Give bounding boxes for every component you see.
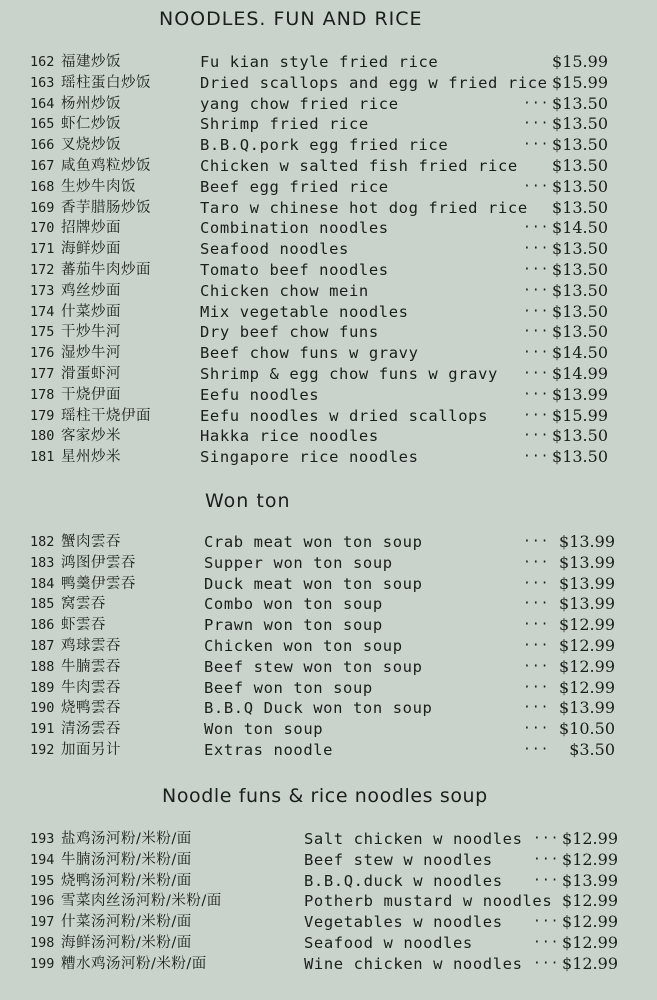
item-price: $15.99: [552, 52, 608, 71]
item-price: $10.50: [559, 719, 615, 739]
item-number: 177: [30, 365, 55, 382]
menu-item: [0, 447, 657, 468]
item-english-name: Fu kian style fried rice: [200, 53, 439, 71]
item-number: 193: [30, 831, 55, 847]
item-chinese-name: 福建炒饭: [61, 54, 121, 70]
item-price: $12.99: [559, 635, 615, 655]
item-number: 183: [30, 554, 55, 571]
item-english-name: Hakka rice noodles: [200, 427, 379, 446]
item-english-name: Seafood noodles: [200, 240, 349, 259]
leader-dots: ···: [533, 831, 560, 846]
menu-item: [0, 73, 657, 94]
item-english-name: Combo won ton soup: [204, 595, 383, 614]
menu-item: [0, 954, 657, 975]
leader-dots: ···: [523, 428, 550, 444]
item-price: $12.99: [559, 656, 615, 676]
item-chinese-name: 鸡丝炒面: [61, 282, 121, 299]
leader-dots: ···: [533, 934, 560, 950]
menu-item: [0, 385, 657, 406]
menu-item: [0, 850, 657, 871]
leader-dots: ···: [533, 851, 560, 867]
item-chinese-name: 香芋腊肠炒饭: [61, 199, 151, 216]
item-chinese-name: 招牌炒面: [61, 220, 121, 237]
item-chinese-name: 牛腩雲吞: [61, 658, 121, 675]
leader-dots: ···: [533, 914, 560, 930]
item-chinese-name: 杨州炒饭: [61, 95, 121, 112]
item-price: $3.50: [569, 739, 615, 759]
item-price: $13.50: [552, 447, 608, 467]
item-number: 194: [30, 851, 55, 868]
item-price: $14.50: [552, 218, 608, 238]
item-chinese-name: 烧鸭汤河粉/米粉/面: [61, 872, 192, 889]
item-chinese-name: 海鲜炒面: [61, 241, 121, 258]
menu-item: [0, 322, 657, 343]
item-price: $15.99: [552, 405, 608, 425]
leader-dots: ···: [523, 241, 550, 257]
item-english-name: Seafood w noodles: [304, 933, 473, 952]
menu-item: [0, 698, 657, 719]
menu-item: [0, 281, 657, 302]
menu-item: [0, 891, 657, 912]
leader-dots: ···: [523, 741, 550, 757]
item-number: 184: [30, 575, 55, 592]
item-number: 172: [30, 261, 55, 278]
leader-dots: ···: [523, 345, 550, 361]
item-price: $15.99: [552, 72, 608, 92]
item-chinese-name: 鸭羹伊雲吞: [61, 575, 136, 592]
item-number: 186: [30, 617, 55, 634]
item-number: 182: [30, 534, 55, 550]
noodle-soup-list: [0, 829, 657, 975]
item-price: $13.50: [552, 155, 608, 175]
item-number: 190: [30, 700, 55, 717]
item-chinese-name: 咸鱼鸡粒炒饭: [61, 157, 151, 174]
item-number: 179: [30, 407, 55, 424]
item-chinese-name: 鸡球雲吞: [61, 637, 121, 654]
item-english-name: Shrimp fried rice: [200, 115, 369, 134]
menu-item: [0, 615, 657, 636]
leader-dots: ···: [523, 324, 550, 340]
menu-item: [0, 156, 657, 177]
menu-item: [0, 135, 657, 156]
item-chinese-name: 加面另计: [61, 741, 121, 758]
item-price: $14.50: [552, 343, 608, 363]
item-price: $12.99: [562, 912, 618, 932]
menu-item: [0, 678, 657, 699]
item-number: 170: [30, 220, 55, 237]
item-number: 166: [30, 137, 55, 154]
menu-item: [0, 532, 657, 553]
item-chinese-name: 海鲜汤河粉/米粉/面: [61, 934, 192, 951]
leader-dots: ···: [523, 116, 550, 132]
leader-dots: ···: [523, 386, 550, 402]
item-english-name: Dry beef chow funs: [200, 323, 379, 342]
leader-dots: ···: [523, 449, 550, 465]
item-chinese-name: 牛腩汤河粉/米粉/面: [61, 851, 192, 868]
menu-item: [0, 912, 657, 933]
item-price: $12.99: [562, 849, 618, 869]
item-chinese-name: 清汤雲吞: [61, 721, 121, 738]
item-price: $13.50: [552, 259, 608, 279]
menu-item: [0, 740, 657, 761]
item-english-name: B.B.Q.duck w noodles: [304, 871, 503, 890]
item-number: 162: [30, 54, 55, 70]
leader-dots: ···: [523, 637, 550, 653]
item-chinese-name: 糟水鸡汤河粉/米粉/面: [61, 955, 207, 972]
item-english-name: Dried scallops and egg w fried rice: [200, 73, 548, 92]
menu-item: [0, 933, 657, 954]
leader-dots: ···: [523, 679, 550, 695]
item-price: $13.99: [559, 573, 615, 593]
menu-item: [0, 719, 657, 740]
menu-item: [0, 218, 657, 239]
leader-dots: ···: [523, 220, 550, 236]
item-number: 163: [30, 74, 55, 91]
menu-item: [0, 553, 657, 574]
item-price: $12.99: [562, 953, 618, 973]
item-chinese-name: 蟹肉雲吞: [61, 534, 121, 550]
item-number: 164: [30, 95, 55, 112]
item-english-name: Beef stew won ton soup: [204, 657, 423, 676]
item-chinese-name: 什菜炒面: [61, 303, 121, 320]
item-chinese-name: 虾仁炒饭: [61, 116, 121, 133]
menu-item: [0, 426, 657, 447]
leader-dots: ···: [533, 872, 560, 888]
item-number: 197: [30, 914, 55, 931]
item-number: 191: [30, 721, 55, 738]
item-english-name: Vegetables w noodles: [304, 913, 503, 932]
item-chinese-name: 生炒牛肉饭: [61, 178, 136, 195]
item-english-name: Shrimp & egg chow funs w gravy: [200, 364, 498, 383]
item-english-name: Mix vegetable noodles: [200, 302, 409, 321]
menu-item: [0, 574, 657, 595]
item-price: $12.99: [559, 615, 615, 635]
item-english-name: yang chow fried rice: [200, 94, 399, 113]
menu-item: [0, 177, 657, 198]
leader-dots: ···: [523, 365, 550, 381]
item-english-name: Salt chicken w noodles: [304, 830, 523, 848]
menu-item: [0, 302, 657, 323]
item-chinese-name: 烧鸭雲吞: [61, 700, 121, 717]
noodles-fun-rice-list: [0, 52, 657, 468]
item-price: $13.50: [552, 301, 608, 321]
item-chinese-name: 鸿图伊雲吞: [61, 554, 136, 571]
item-english-name: Beef egg fried rice: [200, 177, 389, 196]
menu-item: [0, 657, 657, 678]
leader-dots: ···: [523, 554, 550, 570]
menu-item: [0, 406, 657, 427]
item-english-name: Eefu noodles: [200, 385, 320, 404]
item-price: $13.50: [552, 93, 608, 113]
item-english-name: Crab meat won ton soup: [204, 533, 423, 551]
item-price: $13.99: [559, 594, 615, 614]
item-chinese-name: 叉烧炒饭: [61, 137, 121, 154]
item-english-name: B.B.Q.pork egg fried rice: [200, 136, 449, 155]
item-english-name: Won ton soup: [204, 720, 324, 739]
menu-item: [0, 594, 657, 615]
section-title-noodles-fun-rice: NOODLES. FUN AND RICE: [159, 8, 423, 30]
item-chinese-name: 虾雲吞: [61, 617, 106, 634]
item-price: $13.50: [552, 176, 608, 196]
item-number: 169: [30, 199, 55, 216]
item-price: $12.99: [562, 932, 618, 952]
menu-item: [0, 114, 657, 135]
item-chinese-name: 滑蛋虾河: [61, 365, 121, 382]
item-price: $13.99: [559, 698, 615, 718]
item-price: $13.50: [552, 239, 608, 259]
item-english-name: Duck meat won ton soup: [204, 574, 423, 593]
item-number: 171: [30, 241, 55, 258]
item-number: 173: [30, 282, 55, 299]
item-price: $14.99: [552, 363, 608, 383]
item-number: 167: [30, 157, 55, 174]
item-english-name: Prawn won ton soup: [204, 616, 383, 635]
item-price: $13.99: [559, 552, 615, 572]
item-number: 187: [30, 637, 55, 654]
section-title-won-ton: Won ton: [205, 490, 291, 512]
item-english-name: Potherb mustard w noodles: [304, 892, 553, 911]
item-english-name: Chicken w salted fish fried rice: [200, 156, 518, 175]
section-title-noodle-soup: Noodle funs & rice noodles soup: [162, 785, 488, 807]
item-english-name: B.B.Q Duck won ton soup: [204, 699, 433, 718]
menu-item: [0, 636, 657, 657]
item-chinese-name: 干炒牛河: [61, 324, 121, 341]
item-english-name: Taro w chinese hot dog fried rice: [200, 198, 528, 217]
menu-item: [0, 52, 657, 73]
item-number: 178: [30, 386, 55, 403]
item-chinese-name: 盐鸡汤河粉/米粉/面: [61, 831, 192, 847]
leader-dots: ···: [523, 721, 550, 737]
item-number: 181: [30, 449, 55, 466]
menu-item: [0, 198, 657, 219]
leader-dots: ···: [523, 617, 550, 633]
menu-item: [0, 343, 657, 364]
item-number: 168: [30, 178, 55, 195]
item-price: $13.99: [562, 870, 618, 890]
item-price: $12.99: [562, 829, 618, 848]
item-english-name: Supper won ton soup: [204, 553, 393, 572]
leader-dots: ···: [523, 407, 550, 423]
leader-dots: ···: [523, 658, 550, 674]
leader-dots: ···: [523, 534, 550, 549]
item-chinese-name: 牛肉雲吞: [61, 679, 121, 696]
leader-dots: ···: [523, 261, 550, 277]
menu-item: [0, 829, 657, 850]
item-price: $13.50: [552, 114, 608, 134]
item-chinese-name: 瑶柱干烧伊面: [61, 407, 151, 424]
item-chinese-name: 星州炒米: [61, 449, 121, 466]
item-number: 188: [30, 658, 55, 675]
item-number: 165: [30, 116, 55, 133]
item-english-name: Beef stew w noodles: [304, 850, 493, 869]
item-english-name: Beef chow funs w gravy: [200, 344, 419, 363]
item-english-name: Tomato beef noodles: [200, 260, 389, 279]
item-number: 195: [30, 872, 55, 889]
item-number: 176: [30, 345, 55, 362]
item-english-name: Eefu noodles w dried scallops: [200, 406, 489, 425]
item-chinese-name: 窝雲吞: [61, 596, 106, 613]
menu-item: [0, 94, 657, 115]
leader-dots: ···: [533, 955, 560, 971]
item-chinese-name: 蕃茄牛肉炒面: [61, 261, 151, 278]
item-price: $13.50: [552, 197, 608, 217]
item-price: $12.99: [559, 677, 615, 697]
leader-dots: ···: [523, 95, 550, 111]
item-price: $13.99: [552, 384, 608, 404]
item-chinese-name: 瑶柱蛋白炒饭: [61, 74, 151, 91]
item-english-name: Chicken won ton soup: [204, 636, 403, 655]
item-chinese-name: 客家炒米: [61, 428, 121, 445]
leader-dots: ···: [523, 575, 550, 591]
item-price: $13.50: [552, 280, 608, 300]
item-number: 174: [30, 303, 55, 320]
item-number: 198: [30, 934, 55, 951]
menu-item: [0, 260, 657, 281]
item-price: $13.50: [552, 135, 608, 155]
leader-dots: ···: [523, 303, 550, 319]
item-number: 185: [30, 596, 55, 613]
item-english-name: Wine chicken w noodles: [304, 954, 523, 973]
leader-dots: ···: [523, 596, 550, 612]
menu-item: [0, 239, 657, 260]
item-number: 175: [30, 324, 55, 341]
item-english-name: Beef won ton soup: [204, 678, 373, 697]
item-english-name: Singapore rice noodles: [200, 448, 419, 467]
item-number: 189: [30, 679, 55, 696]
leader-dots: ···: [523, 700, 550, 716]
item-price: $12.99: [562, 891, 618, 911]
item-english-name: Chicken chow mein: [200, 281, 369, 300]
leader-dots: ···: [523, 178, 550, 194]
menu-item: [0, 364, 657, 385]
menu-item: [0, 871, 657, 892]
item-number: 199: [30, 955, 55, 972]
item-english-name: Combination noodles: [200, 219, 389, 238]
leader-dots: ···: [523, 282, 550, 298]
leader-dots: ···: [523, 137, 550, 153]
item-english-name: Extras noodle: [204, 740, 334, 759]
item-chinese-name: 什菜汤河粉/米粉/面: [61, 914, 192, 931]
item-number: 192: [30, 741, 55, 758]
item-price: $13.50: [552, 322, 608, 342]
item-number: 180: [30, 428, 55, 445]
item-chinese-name: 雪菜肉丝汤河粉/米粉/面: [61, 893, 222, 910]
won-ton-list: [0, 532, 657, 761]
item-price: $13.50: [552, 426, 608, 446]
item-chinese-name: 湿炒牛河: [61, 345, 121, 362]
item-number: 196: [30, 893, 55, 910]
item-price: $13.99: [559, 532, 615, 551]
item-chinese-name: 干烧伊面: [61, 386, 121, 403]
